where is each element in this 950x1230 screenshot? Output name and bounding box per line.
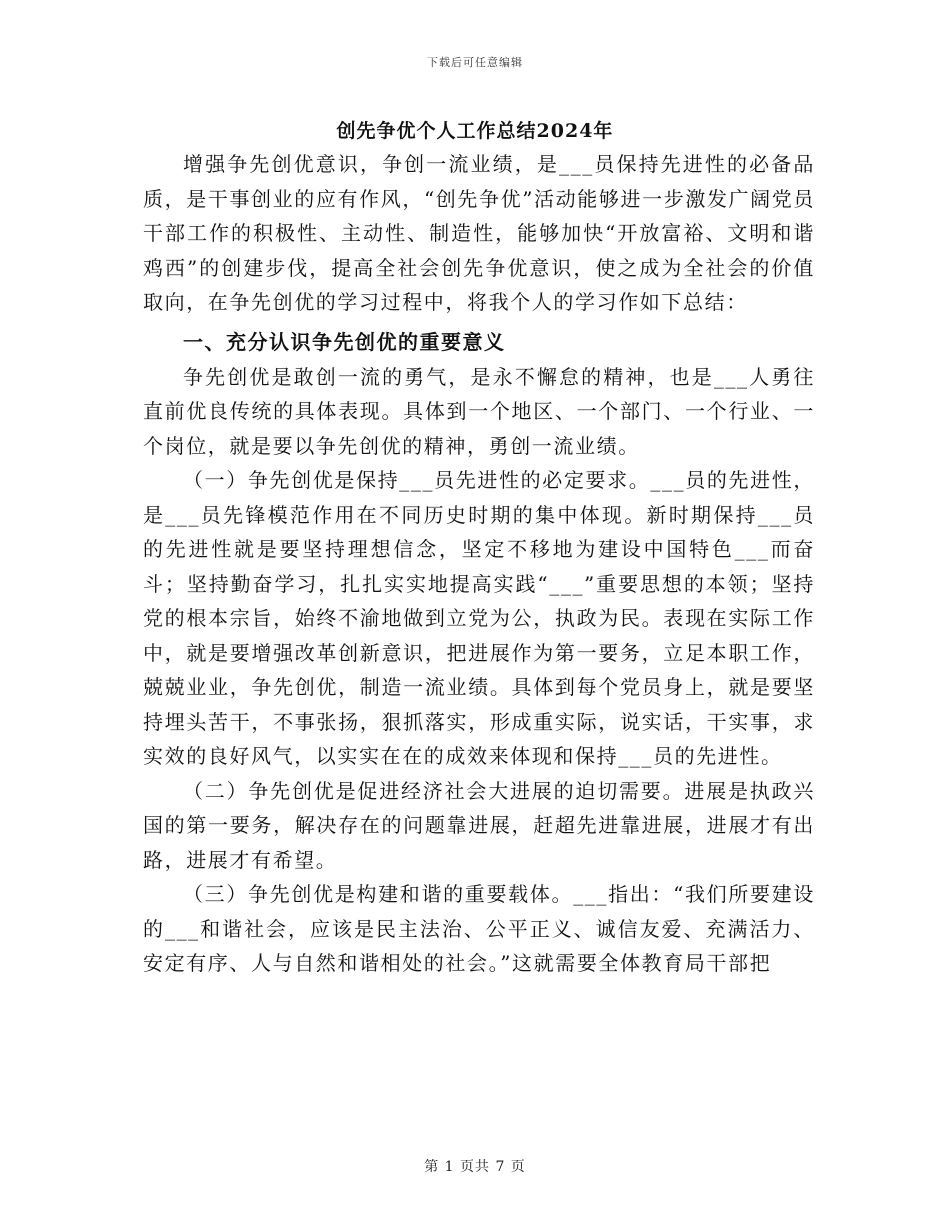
point-2-paragraph: （二）争先创优是促进经济社会大进展的迫切需要。进展是执政兴国的第一要务，解决存在的问题靠进展，赶超先进靠进展，进展才有出路，进展才有希望。	[143, 778, 815, 872]
document-title: 创先争优个人工作总结2024年	[336, 120, 614, 142]
page-header-note: 下载后可任意编辑	[427, 56, 523, 69]
section-1-paragraph: 争先创优是敢创一流的勇气，是永不懈怠的精神，也是___人勇往直前优良传统的具体表现。具体到一个地区、一个部门、一个行业、一个岗位，就是要以争先创优的精神，勇创一流业绩。	[143, 364, 815, 458]
page-number-footer: 第 1 页共 7 页	[424, 1159, 526, 1175]
section-heading-1: 一、充分认识争先创优的重要意义	[183, 329, 506, 354]
point-3-paragraph: （三）争先创优是构建和谐的重要载体。___指出：“我们所要建设的___和谐社会，应该是民主法治、公平正义、诚信友爱、充满活力、安定有序、人与自然和谐相处的社会。”这就需要全体教育局干部把	[143, 882, 815, 975]
point-1-paragraph: （一）争先创优是保持___员先进性的必定要求。___员的先进性，是___员先锋模范作用在不同历史时期的集中体现。新时期保持___员的先进性就是要坚持理想信念，坚定不移地为建设中国特色___而奋斗；坚持勤奋学习，扎扎实实地提高实践“___”重要思想的本领；坚持党的根本宗旨，始终不渝地做到立党为公，执政为民。表现在实际工作中，就是要增强改革创新意识，把进展作为第一要务，立足本职工作，兢兢业业，争先创优，制造一流业绩。具体到每个党员身上，就是要坚持埋头苦干，不事张扬，狠抓落实，形成重实际，说实话，干实事，求实效的良好风气，以实实在在的成效来体现和保持___员的先进性。	[143, 468, 815, 768]
document-body	[143, 150, 815, 981]
intro-paragraph: 增强争先创优意识，争创一流业绩，是___员保持先进性的必备品质，是干事创业的应有作风，“创先争优”活动能够进一步激发广阔党员干部工作的积极性、主动性、制造性，能够加快“开放富裕、文明和谐鸡西”的创建步伐，提高全社会创先争优意识，使之成为全社会的价值取向，在争先创优的学习过程中，将我个人的学习作如下总结：	[143, 152, 815, 314]
